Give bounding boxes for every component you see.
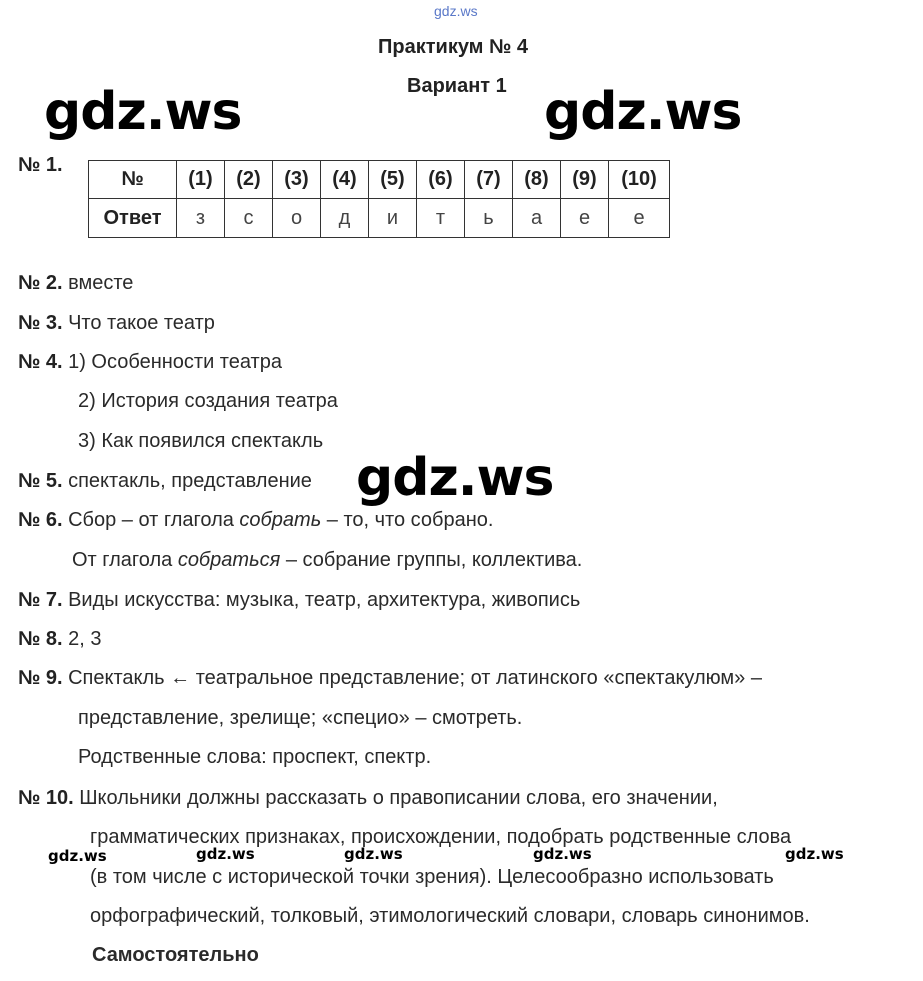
task9-text: Спектакль ← театральное представление; от латинского «спектакулюм» –	[68, 667, 762, 689]
task9-line: представление, зрелище; «специо» – смотреть.	[78, 707, 523, 729]
task5	[18, 470, 312, 493]
task10-line: (в том числе с исторической точки зрения). Целесообразно использовать	[90, 866, 774, 888]
table-row	[89, 199, 670, 238]
table-cell: а	[513, 199, 561, 238]
task2-label: № 2.	[18, 272, 63, 294]
task4-label: № 4.	[18, 351, 63, 373]
watermark-small: gdz.ws	[196, 845, 255, 863]
task4	[18, 351, 282, 374]
task1-label: № 1.	[18, 154, 63, 176]
task4-item: 3) Как появился спектакль	[78, 430, 324, 452]
table-header-cell: (2)	[225, 161, 273, 199]
task10-label: № 10.	[18, 787, 74, 809]
table-cell: т	[417, 199, 465, 238]
table-cell: и	[369, 199, 417, 238]
watermark-small: gdz.ws	[48, 847, 107, 865]
task7-text: Виды искусства: музыка, театр, архитектура, живопись	[68, 589, 581, 611]
answer-table	[88, 160, 670, 238]
table-header-row	[89, 161, 670, 199]
table-header-cell: (4)	[321, 161, 369, 199]
table-cell: е	[561, 199, 609, 238]
task3-label: № 3.	[18, 312, 63, 334]
task10-line: грамматических признаках, происхождении, подобрать родственные слова	[90, 826, 792, 848]
watermark-small: gdz.ws	[785, 845, 844, 863]
watermark-top: gdz.ws	[434, 3, 478, 19]
watermark-large: gdz.ws	[544, 82, 742, 142]
task10-text: Школьники должны рассказать о правописании слова, его значении,	[79, 787, 718, 809]
task8-text: 2, 3	[68, 628, 102, 650]
watermark-small: gdz.ws	[344, 845, 403, 863]
table-cell: ь	[465, 199, 513, 238]
task8-label: № 8.	[18, 628, 63, 650]
watermark-small: gdz.ws	[533, 845, 592, 863]
task3-text: Что такое театр	[68, 312, 215, 334]
table-header-cell: (6)	[417, 161, 465, 199]
task2-text: вместе	[68, 272, 134, 294]
task6-label: № 6.	[18, 509, 63, 531]
table-cell: е	[609, 199, 670, 238]
task9-label: № 9.	[18, 667, 63, 689]
watermark-large: gdz.ws	[356, 448, 554, 508]
table-cell: о	[273, 199, 321, 238]
task6-italic-word: собраться	[177, 549, 281, 571]
watermark-large: gdz.ws	[44, 82, 242, 142]
task5-label: № 5.	[18, 470, 63, 492]
table-header-cell: (5)	[369, 161, 417, 199]
task6	[18, 509, 493, 532]
table-header-cell: (7)	[465, 161, 513, 199]
table-cell: д	[321, 199, 369, 238]
task5-text: спектакль, представление	[68, 470, 312, 492]
task9-line: Родственные слова: проспект, спектр.	[78, 746, 432, 768]
task6-text: Сбор – от глагола	[68, 509, 240, 531]
table-header-cell: №	[89, 161, 177, 199]
task10-line: орфографический, толковый, этимологический словари, словарь синонимов.	[90, 905, 810, 927]
table-cell: з	[177, 199, 225, 238]
table-header-cell: (10)	[609, 161, 670, 199]
task7-label: № 7.	[18, 589, 63, 611]
table-header-cell: (8)	[513, 161, 561, 199]
task10	[18, 787, 718, 810]
task6-text: От глагола	[72, 549, 178, 571]
table-row-label: Ответ	[89, 199, 177, 238]
task9	[18, 667, 762, 690]
task4-item: 2) История создания театра	[78, 390, 338, 412]
task3	[18, 312, 215, 335]
table-header-cell: (9)	[561, 161, 609, 199]
task10-footer: Самостоятельно	[92, 944, 259, 966]
task4-item: 1) Особенности театра	[68, 351, 282, 373]
page-title: Практикум № 4	[378, 36, 529, 58]
task2	[18, 272, 133, 295]
table-header-cell: (3)	[273, 161, 321, 199]
task8	[18, 628, 101, 651]
task6-italic-word: собрать	[239, 509, 322, 531]
task6-text: – то, что собрано.	[321, 509, 494, 531]
variant-title: Вариант 1	[407, 75, 507, 97]
table-header-cell: (1)	[177, 161, 225, 199]
task7	[18, 589, 580, 612]
table-cell: с	[225, 199, 273, 238]
task6-line2	[72, 549, 582, 572]
task6-text: – собрание группы, коллектива.	[280, 549, 583, 571]
